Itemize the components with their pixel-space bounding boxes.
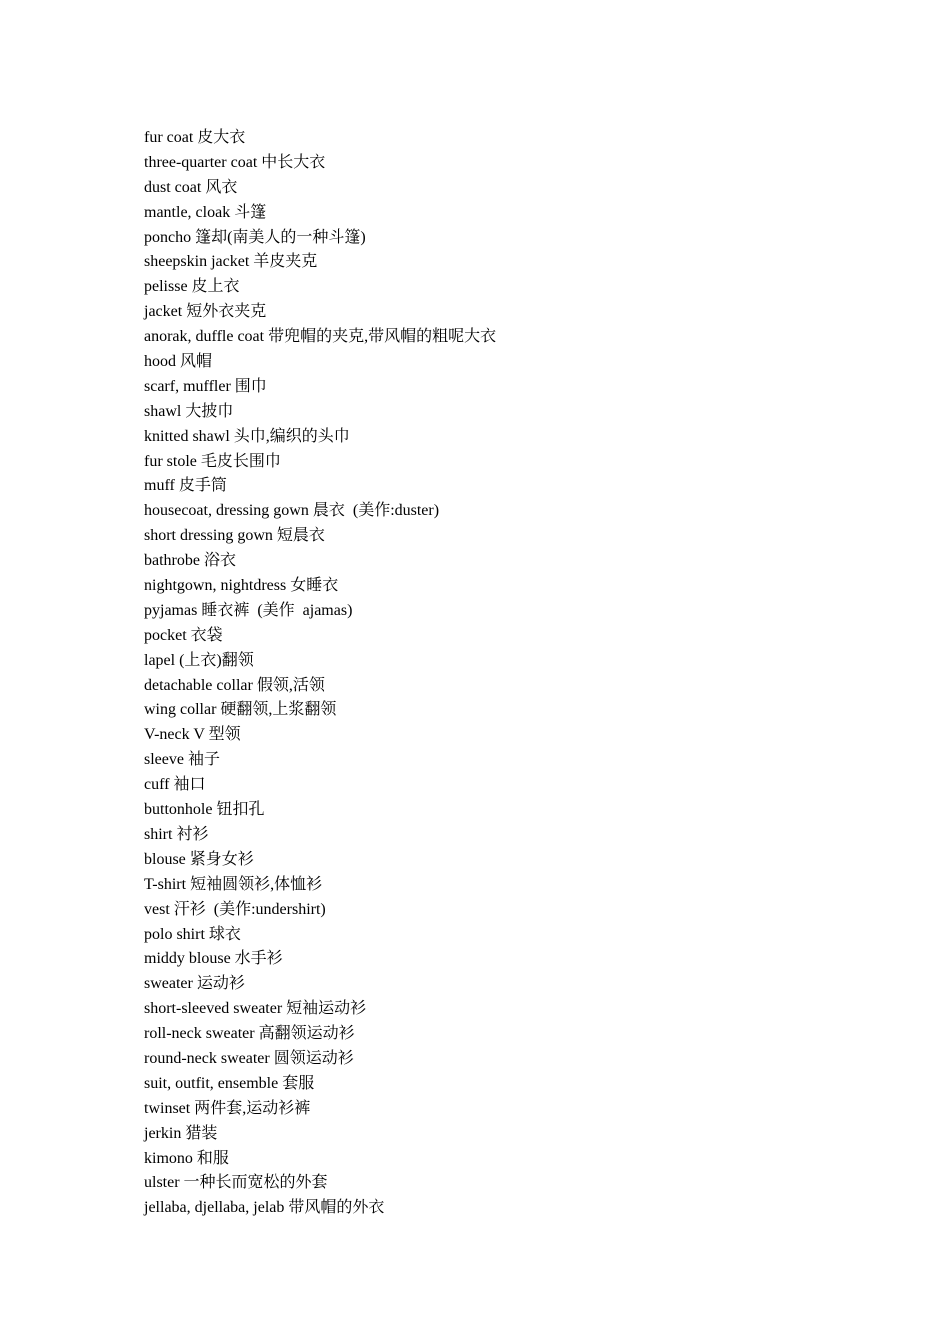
vocabulary-line: fur coat 皮大衣 (144, 129, 246, 146)
vocabulary-line: detachable collar 假领,活领 (144, 676, 325, 694)
vocabulary-line: shawl 大披巾 (144, 402, 234, 420)
vocabulary-line: vest 汗衫 (美作:undershirt) (144, 900, 326, 918)
vocabulary-line: mantle, cloak 斗篷 (144, 203, 267, 221)
vocabulary-line: sleeve 袖子 (144, 751, 220, 769)
vocabulary-line: anorak, duffle coat 带兜帽的夹克,带风帽的粗呢大衣 (144, 328, 497, 346)
vocabulary-line: nightgown, nightdress 女睡衣 (144, 577, 339, 595)
vocabulary-line: jellaba, djellaba, jelab 带风帽的外衣 (144, 1199, 385, 1217)
vocabulary-line: fur stole 毛皮长围巾 (144, 452, 281, 470)
vocabulary-line: cuff 袖口 (144, 776, 206, 794)
vocabulary-line: middy blouse 水手衫 (144, 950, 283, 968)
vocabulary-list (144, 126, 496, 1221)
vocabulary-line: pocket 衣袋 (144, 626, 223, 644)
vocabulary-line: poncho 篷却(南美人的一种斗篷) (144, 228, 366, 246)
vocabulary-line: lapel (上衣)翻领 (144, 651, 254, 669)
vocabulary-line: muff 皮手筒 (144, 477, 227, 495)
vocabulary-line: sweater 运动衫 (144, 975, 245, 993)
vocabulary-line: wing collar 硬翻领,上浆翻领 (144, 701, 337, 719)
vocabulary-line: pelisse 皮上衣 (144, 278, 240, 296)
vocabulary-line: blouse 紧身女衫 (144, 850, 254, 868)
vocabulary-line: round-neck sweater 圆领运动衫 (144, 1049, 354, 1067)
vocabulary-line: dust coat 风衣 (144, 178, 238, 196)
vocabulary-line: kimono 和服 (144, 1149, 229, 1167)
vocabulary-line: bathrobe 浴衣 (144, 552, 236, 570)
vocabulary-line: jacket 短外衣夹克 (144, 303, 267, 321)
vocabulary-line: scarf, muffler 围巾 (144, 377, 267, 395)
vocabulary-line: three-quarter coat 中长大衣 (144, 153, 326, 171)
vocabulary-line: hood 风帽 (144, 353, 213, 371)
vocabulary-line: T-shirt 短袖圆领衫,体恤衫 (144, 875, 323, 893)
vocabulary-line: ulster 一种长而宽松的外套 (144, 1174, 328, 1192)
vocabulary-line: short dressing gown 短晨衣 (144, 527, 325, 545)
vocabulary-line: pyjamas 睡衣裤 (美作 ajamas) (144, 601, 353, 619)
vocabulary-line: polo shirt 球衣 (144, 925, 241, 943)
vocabulary-line: twinset 两件套,运动衫裤 (144, 1099, 311, 1117)
vocabulary-line: sheepskin jacket 羊皮夹克 (144, 253, 318, 271)
vocabulary-line: buttonhole 钮扣孔 (144, 801, 265, 819)
vocabulary-line: shirt 衬衫 (144, 825, 209, 843)
vocabulary-line: jerkin 猎装 (144, 1124, 218, 1142)
vocabulary-line: roll-neck sweater 高翻领运动衫 (144, 1025, 355, 1043)
vocabulary-line: V-neck V 型领 (144, 726, 241, 744)
vocabulary-line: suit, outfit, ensemble 套服 (144, 1074, 315, 1092)
vocabulary-line: knitted shawl 头巾,编织的头巾 (144, 427, 350, 445)
vocabulary-line: short-sleeved sweater 短袖运动衫 (144, 1000, 367, 1018)
vocabulary-line: housecoat, dressing gown 晨衣 (美作:duster) (144, 502, 440, 520)
